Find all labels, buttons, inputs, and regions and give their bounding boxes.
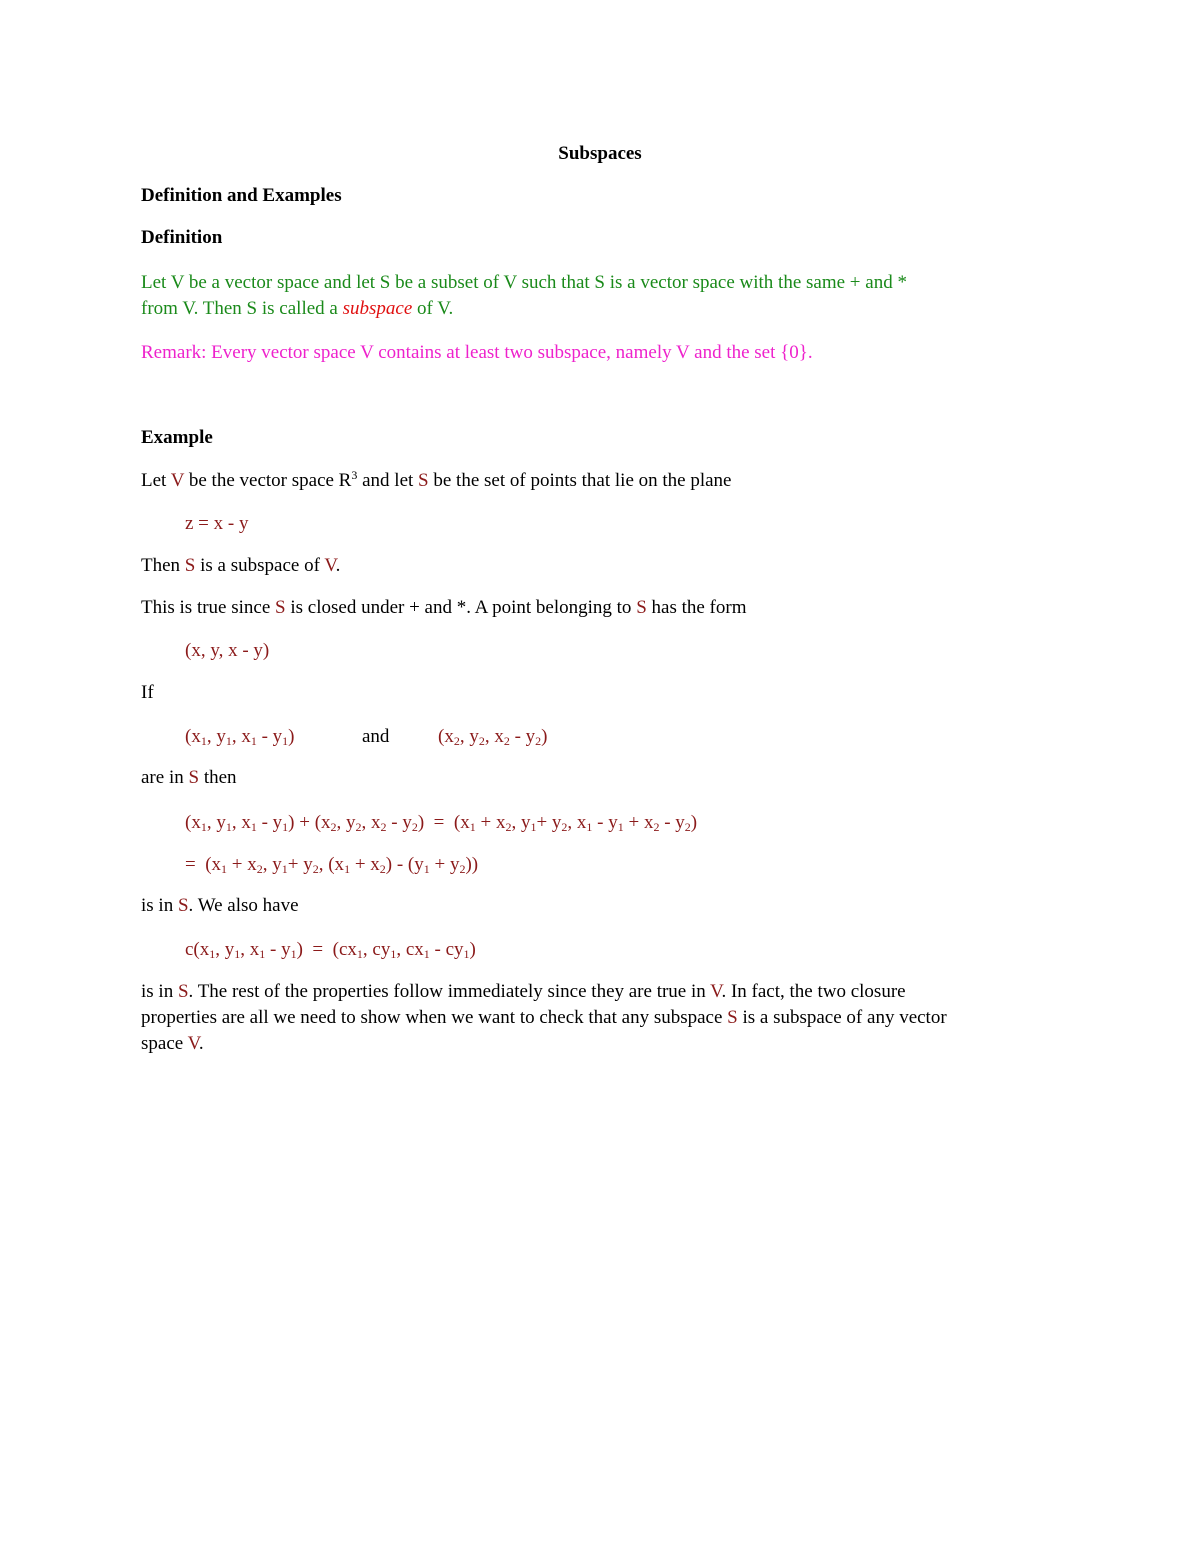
text: . In fact, the two closure [721, 981, 906, 1002]
text: This is true since [141, 597, 276, 618]
sum-equation-1: ($x_1$, $y_1$, $x_1 - y_1) + (x_2$, $y_2$, $x_2 - y_2) = (x_1 + x_2$, $y_1+ y_2$, $x_1 - y_1 + x_2 - y_2$) [185, 812, 698, 834]
scalar-equation: $c(x_1$, $y_1$, $x_1 - y_1) = (cx_1$, $cy_1$, $cx_1 - cy_1$) [185, 939, 476, 961]
var-s: S [275, 597, 286, 618]
definition-heading: Definition [141, 227, 223, 248]
vector-1: ($x_1$, $y_1$, $x_1 - y_1$) [185, 726, 295, 748]
text: is a subspace of any vector [737, 1007, 947, 1028]
var-v: V [324, 555, 336, 576]
var-s: S [177, 981, 189, 1002]
text: is a subspace of [195, 555, 325, 576]
if-line: If [141, 682, 154, 703]
is-in-line [141, 894, 299, 918]
text: Let [141, 470, 171, 491]
var-s: S [636, 597, 647, 618]
text: . [198, 1033, 204, 1054]
section-heading: Definition and Examples [141, 185, 342, 206]
text: and let [357, 470, 419, 491]
text: is in [141, 981, 178, 1002]
definition-text: from V. Then S is called a [141, 298, 343, 319]
remark-text: Remark: Every vector space V contains at least two subspace, namely V and the set {0}. [141, 342, 813, 363]
conclusion-line-3 [141, 1032, 204, 1056]
page-title: Subspaces [558, 143, 642, 164]
example-intro [141, 469, 732, 493]
definition-text-end: of V. [412, 298, 454, 319]
example-heading: Example [141, 427, 213, 448]
and-word: and [362, 726, 390, 747]
text: be the set of points that lie on the plane [428, 470, 732, 491]
var-s: S [188, 767, 200, 788]
var-v: V [710, 981, 722, 1002]
definition-line-2 [141, 297, 453, 321]
text: are in [141, 767, 189, 788]
conclusion-line-1 [141, 980, 906, 1004]
closure-line [141, 596, 747, 620]
text: then [199, 767, 237, 788]
var-s: S [184, 555, 196, 576]
var-s: S [418, 470, 429, 491]
plane-equation: z = x - y [185, 513, 249, 534]
superscript: 3 [351, 468, 358, 482]
text: . We also have [188, 895, 299, 916]
text: be the vector space R [184, 470, 352, 491]
text: is closed under + and *. A point belonging to [285, 597, 637, 618]
subspace-term: subspace [342, 298, 413, 319]
text: has the form [646, 597, 747, 618]
var-s: S [727, 1007, 738, 1028]
point-form: (x, y, x - y) [185, 640, 270, 661]
text: Then [141, 555, 185, 576]
var-s: S [177, 895, 189, 916]
var-v: V [170, 470, 185, 491]
text: properties are all we need to show when we want to check that any subspace [141, 1007, 728, 1028]
vector-2: ($x_2$, $y_2$, $x_2 - y_2$) [438, 726, 548, 748]
then-line [141, 554, 340, 578]
text: is in [141, 895, 178, 916]
conclusion-line-2 [141, 1006, 947, 1030]
text: . [335, 555, 341, 576]
var-v: V [187, 1033, 199, 1054]
definition-line-1: Let V be a vector space and let S be a subset of V such that S is a vector space with the same + and * [141, 272, 907, 293]
are-in-line [141, 766, 237, 790]
text: . The rest of the properties follow immediately since they are true in [188, 981, 711, 1002]
text: space [141, 1033, 188, 1054]
sum-equation-2: = ($x_1 + x_2$, $y_1+ y_2$, $(x_1 + x_2) - (y_1 + y_2)$) [185, 854, 479, 876]
